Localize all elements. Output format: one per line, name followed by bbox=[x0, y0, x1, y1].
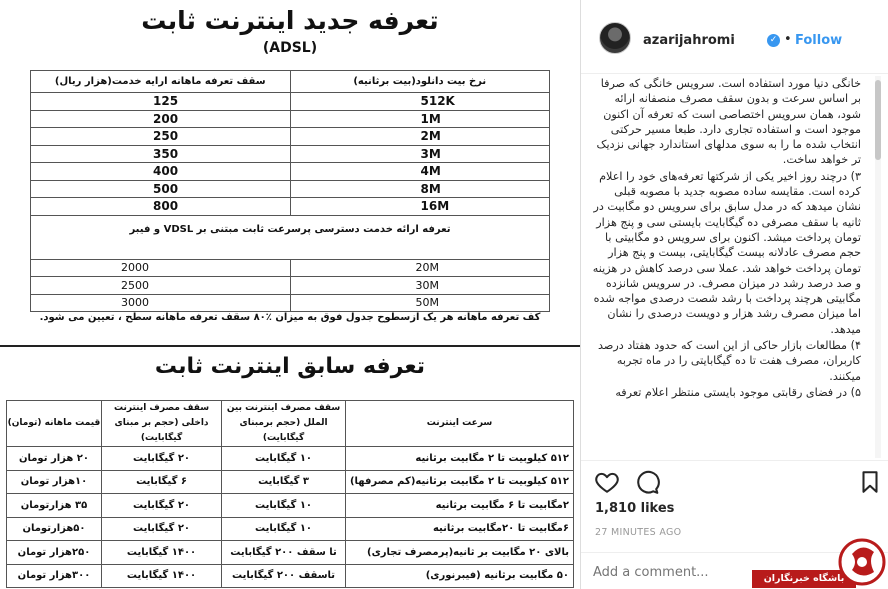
adsl-label: (ADSL) bbox=[262, 40, 318, 56]
caption-paragraph: ۴) مطالعات بازار حاکی از این است که حدود هفتاد درصد کاربران، مصرف هفت تا ده گیگابایتی را در ماه تجربه میکنند. bbox=[598, 339, 861, 383]
price-cell: 500 bbox=[31, 180, 291, 198]
table-row bbox=[7, 517, 574, 541]
old-tariff-table bbox=[6, 400, 574, 588]
table-row bbox=[31, 110, 550, 128]
price-cell: ۲۵۰هزار تومان bbox=[7, 541, 102, 565]
scrollbar-thumb[interactable] bbox=[875, 80, 881, 160]
speed-cell: 512K bbox=[290, 93, 550, 111]
table-row bbox=[31, 259, 550, 277]
table-header-row bbox=[31, 71, 550, 93]
divider bbox=[0, 345, 580, 347]
domestic-cell: ۲۰ گیگابایت bbox=[101, 517, 221, 541]
table-row bbox=[7, 564, 574, 588]
price-cell: ۳۵ هزارتومان bbox=[7, 494, 102, 518]
tariff-footnote: کف تعرفه ماهانه هر یک ازسطوح جدول فوق به میزان ٪۸۰ سقف تعرفه ماهانه سطح ، تعیین می شود. bbox=[39, 312, 541, 323]
speed-cell: 2M bbox=[290, 128, 550, 146]
table-row bbox=[31, 93, 550, 111]
price-cell: 350 bbox=[31, 145, 291, 163]
likes-count[interactable]: 1,810 likes bbox=[595, 501, 675, 516]
price-cell: ۲۰ هزار تومان bbox=[7, 447, 102, 471]
comment-input[interactable] bbox=[593, 562, 753, 582]
speed-cell: 1M bbox=[290, 110, 550, 128]
speed-cell: 30M bbox=[290, 277, 550, 295]
speed-cell: 16M bbox=[290, 198, 550, 216]
table-row bbox=[7, 541, 574, 565]
price-cell: 2000 bbox=[31, 259, 291, 277]
speed-cell: ۵۰ مگابیت برثانیه (فیبرنوری) bbox=[345, 564, 573, 588]
table-row bbox=[7, 470, 574, 494]
table-row bbox=[31, 294, 550, 312]
caption-paragraph: خانگی دنیا مورد استفاده است. سرویس خانگی که صرفا بر اساس سرعت و بدون سقف مصرف منصفانه ارائه شود، همان سرویس اختصاصی است که تعرفه آن اکنون موجود است و استفاده تجاری دارد. طبعا مسیر حرکتی انتخاب شده ما را به سوی مدلهای استاندارد جهانی نزدیک تر خواهد ساخت. bbox=[596, 77, 861, 167]
watermark-label: باشگاه خبرنگاران bbox=[752, 570, 856, 588]
post-panel bbox=[580, 0, 888, 589]
col-header-speed: نرخ بیت دانلود(بیت برثانیه) bbox=[290, 71, 550, 93]
price-cell: ۵۰هزارتومان bbox=[7, 517, 102, 541]
intl-cell: تاسقف ۲۰۰ گیگابایت bbox=[222, 564, 346, 588]
watermark-logo-icon bbox=[838, 532, 886, 589]
speed-cell: ۶مگابیت تا ۲۰مگابیت برثانیه bbox=[345, 517, 573, 541]
speed-cell: 3M bbox=[290, 145, 550, 163]
price-cell: 2500 bbox=[31, 277, 291, 295]
caption-paragraph: ۳) درچند روز اخیر یکی از شرکتها تعرفه‌های خود را اعلام کرده است. مقایسه ساده مصوبه جدید با مصوبه قبلی نشان میدهد که در مدل سابق برای سرویس دو مگابیت در ثانیه با سقف مصرفی ده گیگابایت بایستی سی و پنج هزار تومان پرداخت میشد. اکنون برای سرویس دو مگابیتی با حجم مصرف عادلانه بیست گیگابایتی، بیست و پنج هزار تومان پرداخت خواهد شد. عملا سی درصد کاهش در هزینه و صد درصد رشد در میزان مصرف. در سرویس شانزده مگابیتی هرچند پرداخت با رشد شصت درصدی مواجه شده اما میزان مصرف رشد هزار و دویست درصدی را نشان میدهد. bbox=[592, 169, 861, 336]
table-row bbox=[31, 198, 550, 216]
price-cell: 250 bbox=[31, 128, 291, 146]
speed-cell: 20M bbox=[290, 259, 550, 277]
col-header-speed: سرعت اینترنت bbox=[345, 401, 573, 447]
heart-icon[interactable] bbox=[594, 469, 620, 495]
table-row bbox=[31, 145, 550, 163]
price-cell: 3000 bbox=[31, 294, 291, 312]
domestic-cell: ۲۰ گیگابایت bbox=[101, 447, 221, 471]
domestic-cell: ۲۰ گیگابایت bbox=[101, 494, 221, 518]
speed-cell: 50M bbox=[290, 294, 550, 312]
speed-cell: 4M bbox=[290, 163, 550, 181]
intl-cell: ۳ گیگابایت bbox=[222, 470, 346, 494]
table-row bbox=[31, 180, 550, 198]
caption-paragraph: ۵) در فضای رقابتی موجود بایستی منتظر اعلام تعرفه bbox=[615, 385, 861, 399]
intl-cell: تا سقف ۲۰۰ گیگابایت bbox=[222, 541, 346, 565]
action-bar bbox=[581, 460, 888, 500]
vdsl-section-row bbox=[31, 215, 550, 259]
follow-button[interactable]: Follow bbox=[795, 33, 843, 48]
news-agency-watermark bbox=[752, 532, 888, 589]
separator-dot: • bbox=[784, 32, 792, 47]
post-timestamp[interactable]: 27 MINUTES AGO bbox=[595, 527, 682, 538]
speed-cell: 8M bbox=[290, 180, 550, 198]
col-header-domestic: سقف مصرف اینترنت داخلی (حجم بر مبنای گیگابایت) bbox=[101, 401, 221, 447]
speed-cell: ۲مگابیت تا ۶ مگابیت برثانیه bbox=[345, 494, 573, 518]
intl-cell: ۱۰ گیگابایت bbox=[222, 494, 346, 518]
avatar[interactable] bbox=[599, 22, 631, 54]
col-header-price: قیمت ماهانه (تومان) bbox=[7, 401, 102, 447]
intl-cell: ۱۰ گیگابایت bbox=[222, 447, 346, 471]
domestic-cell: ۱۴۰۰ گیگابایت bbox=[101, 541, 221, 565]
price-cell: ۳۰۰هزار تومان bbox=[7, 564, 102, 588]
price-cell: 200 bbox=[31, 110, 291, 128]
post-caption bbox=[591, 76, 861, 458]
new-tariff-title: تعرفه جدید اینترنت ثابت bbox=[141, 6, 439, 35]
domestic-cell: ۶ گیگابایت bbox=[101, 470, 221, 494]
vdsl-section-header: تعرفه ارائه خدمت دسترسی پرسرعت ثابت مبتنی بر VDSL و فیبر bbox=[31, 215, 550, 259]
table-header-row bbox=[7, 401, 574, 447]
table-row bbox=[7, 447, 574, 471]
price-cell: 400 bbox=[31, 163, 291, 181]
verified-badge-icon: ✓ bbox=[767, 34, 780, 47]
username-link[interactable]: azarijahromi bbox=[643, 33, 735, 48]
old-tariff-title: تعرفه سابق اینترنت ثابت bbox=[154, 354, 426, 379]
price-cell: ۱۰هزار تومان bbox=[7, 470, 102, 494]
new-tariff-table bbox=[30, 70, 550, 312]
col-header-intl: سقف مصرف اینترنت بین الملل (حجم برمبنای گیگابایت) bbox=[222, 401, 346, 447]
comment-icon[interactable] bbox=[634, 469, 660, 495]
speed-cell: ۵۱۲ کیلوبیت تا ۲ مگابیت برثانیه(کم مصرفها) bbox=[345, 470, 573, 494]
post-header bbox=[581, 0, 888, 74]
table-row bbox=[7, 494, 574, 518]
intl-cell: ۱۰ گیگابایت bbox=[222, 517, 346, 541]
speed-cell: ۵۱۲ کیلوبیت تا ۲ مگابیت برثانیه bbox=[345, 447, 573, 471]
domestic-cell: ۱۴۰۰ گیگابایت bbox=[101, 564, 221, 588]
price-cell: 800 bbox=[31, 198, 291, 216]
table-row bbox=[31, 277, 550, 295]
table-row bbox=[31, 128, 550, 146]
speed-cell: بالای ۲۰ مگابیت بر ثانیه(پرمصرف تجاری) bbox=[345, 541, 573, 565]
price-cell: 125 bbox=[31, 93, 291, 111]
col-header-price: سقف تعرفه ماهانه ارایه خدمت(هزار ریال) bbox=[31, 71, 291, 93]
bookmark-icon[interactable] bbox=[857, 469, 883, 495]
table-row bbox=[31, 163, 550, 181]
caption-scrollbar[interactable] bbox=[875, 76, 881, 458]
